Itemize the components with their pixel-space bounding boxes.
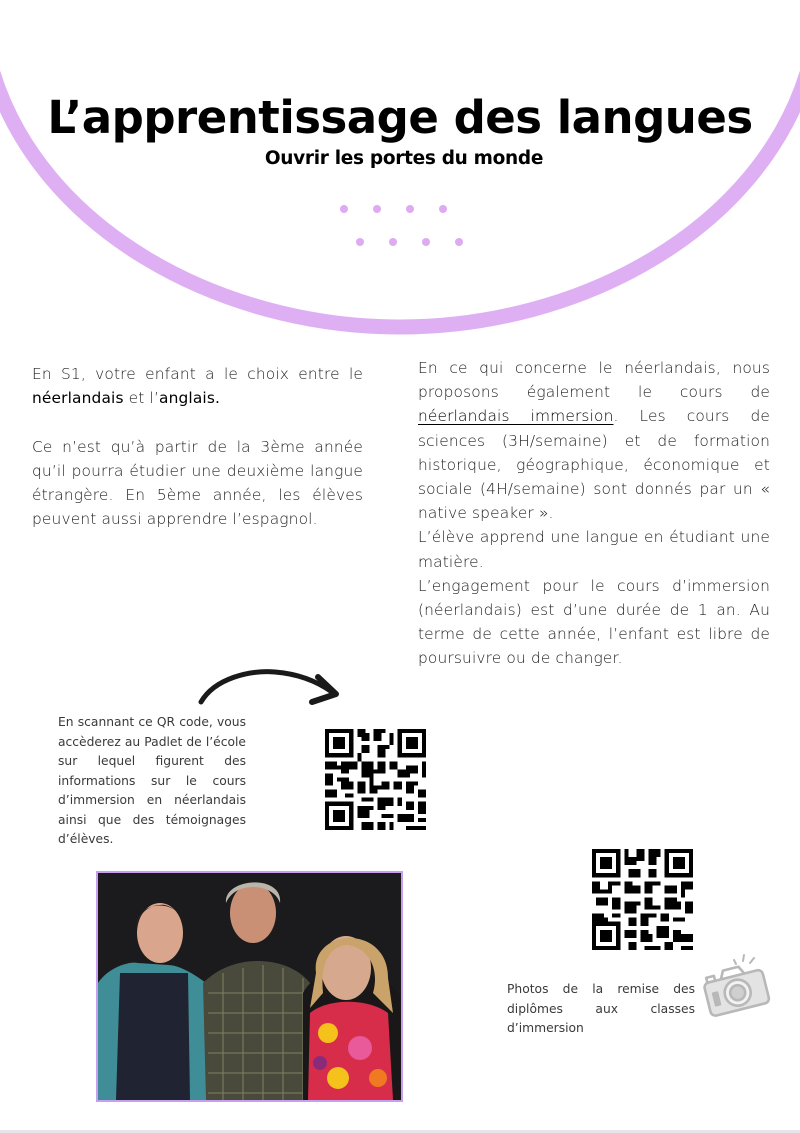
- learning-paragraph: L’élève apprend une langue en étudiant une matière.: [418, 528, 770, 571]
- intro-paragraph: [32, 362, 363, 410]
- language-dutch: néerlandais: [32, 389, 124, 408]
- dot: [406, 205, 414, 213]
- intro-text: En S1, votre enfant a le choix entre le: [32, 365, 363, 383]
- qr-padlet-caption: En scannant ce QR code, vous accèderez au Padlet de l’école sur lequel figurent des informations sur le cours d’immersion en néerlandais ainsi que des témoignages d’élèves.: [58, 715, 246, 846]
- group-photo: [96, 871, 403, 1102]
- qr-photos-caption: Photos de la remise des diplômes aux classes d’immersion: [507, 982, 695, 1035]
- right-column: [418, 356, 770, 671]
- camera-icon: [700, 952, 772, 1018]
- left-column: [32, 362, 363, 531]
- paragraph-gap: [32, 410, 363, 434]
- immersion-paragraph: [418, 356, 770, 525]
- dot: [340, 205, 348, 213]
- dot: [422, 238, 430, 246]
- page-title: L’apprentissage des langues: [47, 91, 753, 144]
- decorative-arc: [0, 0, 800, 345]
- curved-arrow-right-icon: [190, 660, 350, 720]
- intro-and: et l’: [123, 389, 159, 408]
- immersion-text-after: . Les cours de sciences (3H/semaine) et de formation historique, géographique, économique et sociale (4H/semaine) sont donnés par un « native speaker ».: [418, 407, 770, 523]
- dot: [455, 238, 463, 246]
- immersion-text-before: En ce qui concerne le néerlandais, nous proposons également le cours de: [418, 359, 770, 402]
- photo-image: [98, 873, 401, 1100]
- commitment-paragraph: L’engagement pour le cours d’immersion (néerlandais) est d’une durée de 1 an. Au terme de cette année, l’enfant est libre de poursuivre ou de changer.: [418, 576, 770, 668]
- dot: [356, 238, 364, 246]
- dot: [389, 238, 397, 246]
- page-subtitle: Ouvrir les portes du monde: [264, 148, 544, 169]
- qr-code-photos[interactable]: [592, 849, 693, 950]
- dot: [373, 205, 381, 213]
- qr-code-padlet[interactable]: [325, 729, 426, 830]
- dot: [439, 205, 447, 213]
- qr-code-icon: [325, 729, 426, 830]
- immersion-link[interactable]: néerlandais immersion: [418, 407, 614, 426]
- language-english: anglais.: [159, 389, 221, 408]
- second-language-paragraph: Ce n’est qu’à partir de la 3ème année qu’il pourra étudier une deuxième langue étrangère. En 5ème année, les élèves peuvent aussi apprendre l’espagnol.: [32, 437, 363, 529]
- qr-code-icon: [592, 849, 693, 950]
